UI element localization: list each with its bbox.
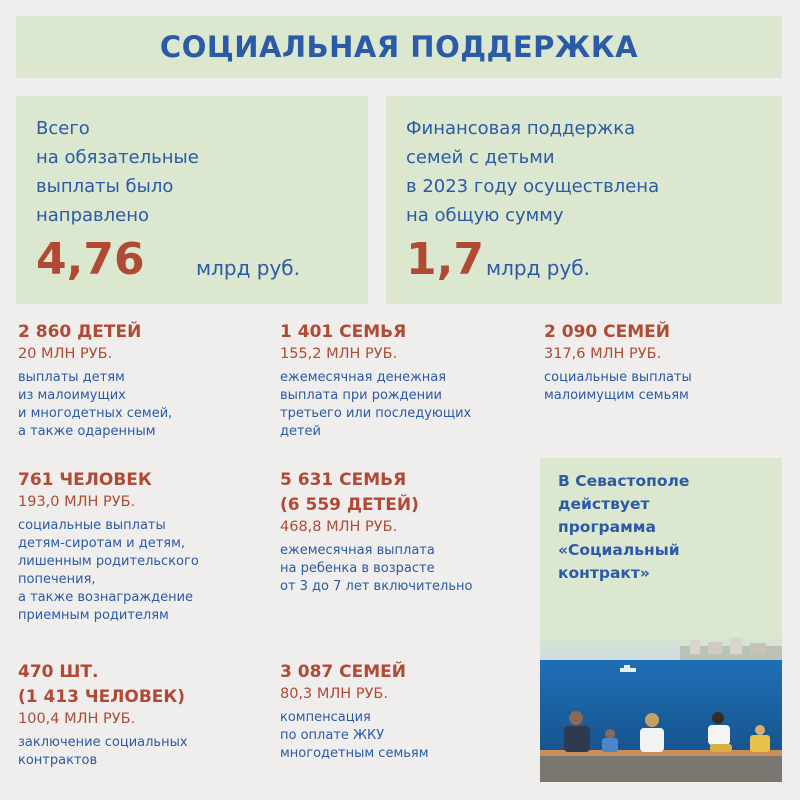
intro-line: в 2023 году осуществлена: [406, 176, 660, 197]
intro-line: выплаты было: [36, 176, 174, 197]
panel-line: контракт»: [558, 564, 650, 582]
description-line: а также одаренным: [18, 424, 156, 439]
stat-count: 761 ЧЕЛОВЕК: [18, 470, 152, 490]
total-payments-box: [16, 96, 368, 304]
description-line: лишенным родительского: [18, 554, 199, 569]
family-support-value: 1,7: [406, 234, 484, 285]
title-banner: [16, 16, 782, 78]
stat-amount: 80,3 МЛН РУБ.: [280, 686, 388, 702]
description-line: и многодетных семей,: [18, 406, 173, 421]
intro-line: на обязательные: [36, 147, 199, 168]
description-line: контрактов: [18, 753, 98, 768]
description-line: ежемесячная выплата: [280, 543, 435, 558]
description-line: ежемесячная денежная: [280, 370, 447, 385]
description-line: детям-сиротам и детям,: [18, 536, 186, 551]
description-line: малоимущим семьям: [544, 388, 689, 403]
description-line: социальные выплаты: [544, 370, 692, 385]
description-line: выплата при рождении: [280, 388, 443, 403]
stat-amount: 317,6 МЛН РУБ.: [544, 346, 662, 362]
panel-line: программа: [558, 518, 656, 536]
description-line: попечения,: [18, 572, 96, 587]
stat-count: 2 860 ДЕТЕЙ: [18, 322, 142, 342]
stat-count-detail: (6 559 ДЕТЕЙ): [280, 495, 419, 515]
stat-description: [280, 542, 472, 596]
stat-block: [280, 320, 471, 441]
stat-count: 2 090 СЕМЕЙ: [544, 322, 670, 342]
description-line: выплаты детям: [18, 370, 125, 385]
stat-amount: 468,8 МЛН РУБ.: [280, 519, 398, 535]
stat-description: [544, 369, 692, 405]
description-line: а также вознаграждение: [18, 590, 194, 605]
stat-description: [280, 709, 429, 763]
intro-line: Всего: [36, 118, 90, 139]
stat-block: [280, 660, 429, 763]
panel-line: «Социальный: [558, 541, 680, 559]
intro-line: семей с детьми: [406, 147, 555, 168]
intro-line: Финансовая поддержка: [406, 118, 636, 139]
seafront-photo: [540, 634, 782, 782]
panel-line: действует: [558, 495, 650, 513]
stat-amount: 20 МЛН РУБ.: [18, 346, 113, 362]
description-line: детей: [280, 424, 322, 439]
description-line: многодетным семьям: [280, 746, 429, 761]
page-title: СОЦИАЛЬНАЯ ПОДДЕРЖКА: [159, 30, 639, 64]
stat-block: [18, 468, 199, 625]
total-payments-value: 4,76: [36, 234, 145, 285]
stat-block: [280, 468, 472, 596]
social-contract-panel: [540, 458, 782, 782]
panel-line: В Севастополе: [558, 472, 690, 490]
total-payments-unit: млрд руб.: [196, 256, 300, 280]
stat-block: [544, 320, 692, 405]
stat-count-detail: (1 413 ЧЕЛОВЕК): [18, 687, 186, 707]
description-line: третьего или последующих: [280, 406, 472, 421]
stat-count: 470 ШТ.: [18, 662, 99, 682]
stat-description: [18, 734, 188, 770]
description-line: из малоимущих: [18, 388, 126, 403]
description-line: на ребенка в возрасте: [280, 561, 435, 576]
description-line: приемным родителям: [18, 608, 169, 623]
description-line: по оплате ЖКУ: [280, 728, 385, 743]
seafront-photo-illustration: [540, 634, 782, 782]
family-support-text: [406, 114, 659, 230]
stat-count: 5 631 СЕМЬЯ: [280, 470, 407, 490]
intro-line: направлено: [36, 205, 149, 226]
stat-amount: 100,4 МЛН РУБ.: [18, 711, 136, 727]
social-contract-text: [558, 470, 689, 585]
description-line: компенсация: [280, 710, 371, 725]
stat-block: [18, 660, 188, 770]
stat-description: [280, 369, 471, 441]
stat-block: [18, 320, 172, 441]
stat-description: [18, 517, 199, 625]
family-support-unit: млрд руб.: [486, 256, 590, 280]
stat-amount: 193,0 МЛН РУБ.: [18, 494, 136, 510]
stat-description: [18, 369, 172, 441]
stat-count: 1 401 СЕМЬЯ: [280, 322, 407, 342]
family-support-box: [386, 96, 782, 304]
stat-amount: 155,2 МЛН РУБ.: [280, 346, 398, 362]
stat-count: 3 087 СЕМЕЙ: [280, 662, 406, 682]
description-line: социальные выплаты: [18, 518, 166, 533]
description-line: от 3 до 7 лет включительно: [280, 579, 473, 594]
total-payments-text: [36, 114, 199, 230]
intro-line: на общую сумму: [406, 205, 564, 226]
description-line: заключение социальных: [18, 735, 188, 750]
